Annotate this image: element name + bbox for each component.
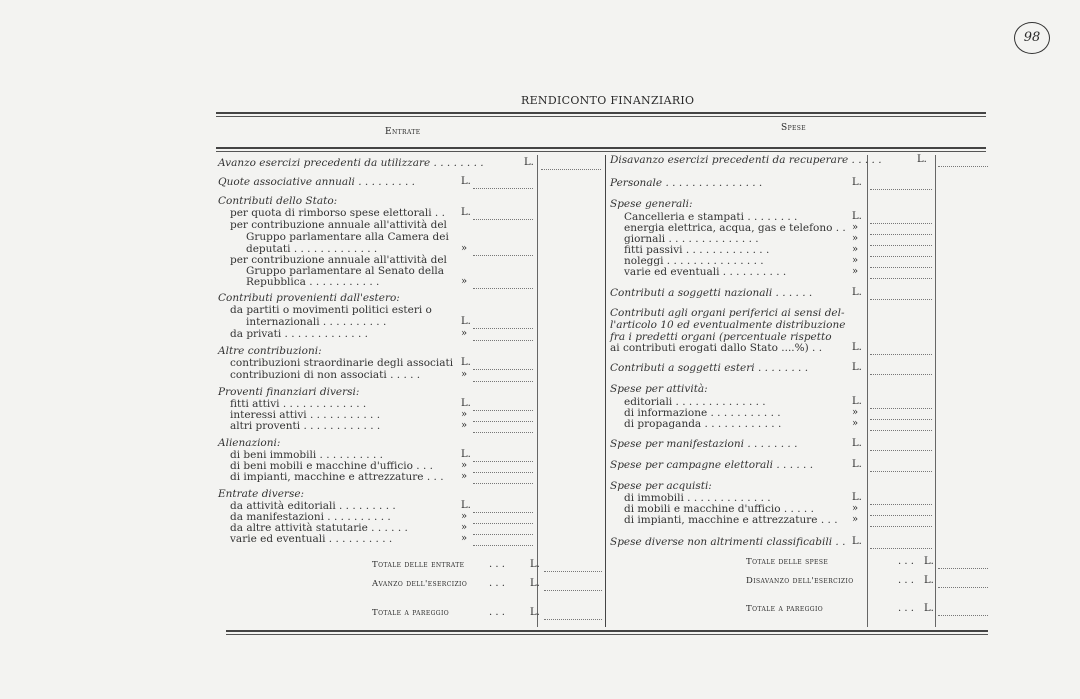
spese-row-label: di informazione . . . . . . . . . . . — [624, 407, 781, 419]
spese-total-field[interactable] — [938, 615, 988, 616]
spese-amount-field[interactable] — [870, 189, 932, 190]
entrate-row-label: per contribuzione annuale all'attività del — [230, 219, 447, 231]
entrate-total-field[interactable] — [544, 571, 602, 572]
spese-amount-field[interactable] — [870, 234, 932, 235]
spese-amount-field[interactable] — [938, 166, 988, 167]
spese-currency-mark: » — [852, 514, 859, 525]
spese-currency-mark: L. — [852, 536, 862, 547]
spese-currency-mark: L. — [852, 342, 862, 353]
entrate-amount-field[interactable] — [473, 421, 533, 422]
spese-row-label: Contributi agli organi periferici ai sensi del- — [610, 307, 845, 319]
spese-amount-field[interactable] — [870, 526, 932, 527]
spese-currency-mark: » — [852, 244, 859, 255]
spese-currency-mark: L. — [852, 287, 862, 298]
entrate-amount-field[interactable] — [473, 255, 533, 256]
entrate-currency-mark: L. — [461, 176, 471, 187]
entrate-row-label: da altre attività statutarie . . . . . . — [230, 522, 408, 534]
entrate-total-currency: L. — [530, 559, 540, 570]
spese-row-label: di impianti, macchine e attrezzature . . . — [624, 514, 838, 526]
spese-row-label: energia elettrica, acqua, gas e telefono . . — [624, 222, 846, 234]
top-rule — [216, 112, 986, 114]
entrate-row-label: Gruppo parlamentare al Senato della — [246, 265, 445, 277]
spese-currency-mark: L. — [852, 177, 862, 188]
spese-currency-mark: » — [852, 266, 859, 277]
spese-row-label: Personale . . . . . . . . . . . . . . . — [610, 177, 763, 189]
entrate-total-label: Totale a pareggio — [372, 608, 450, 618]
spese-currency-mark: L. — [852, 438, 862, 449]
spese-total-label: Totale delle spese — [746, 557, 829, 567]
entrate-amount-field[interactable] — [473, 410, 533, 411]
entrate-row-label: Repubblica . . . . . . . . . . . — [246, 276, 380, 288]
entrate-amount-field[interactable] — [473, 512, 533, 513]
spese-total-leader: . . . — [898, 603, 914, 614]
entrate-row-label: Contributi dello Stato: — [218, 195, 338, 207]
spese-currency-mark: » — [852, 418, 859, 429]
entrate-total-leader: . . . — [489, 578, 505, 589]
spese-row-label: Contributi a soggetti nazionali . . . . . . — [610, 287, 813, 299]
spese-row-label: di propaganda . . . . . . . . . . . . — [624, 418, 782, 430]
spese-row-label: giornali . . . . . . . . . . . . . . — [624, 233, 759, 245]
entrate-total-leader: . . . — [489, 559, 505, 570]
entrate-currency-mark: L. — [461, 207, 471, 218]
spese-amount-field[interactable] — [870, 299, 932, 300]
entrate-total-field[interactable] — [544, 590, 602, 591]
spese-total-leader: . . . — [898, 556, 914, 567]
entrate-total-currency: L. — [530, 607, 540, 618]
entrate-amount-field[interactable] — [473, 461, 533, 462]
entrate-total-label: Totale delle entrate — [372, 560, 465, 570]
entrate-row-label: Avanzo esercizi precedenti da utilizzare . . . . . . . . — [218, 157, 484, 169]
spese-row-label: di mobili e macchine d'ufficio . . . . . — [624, 503, 814, 515]
spese-row-label: fra i predetti organi (percentuale rispetto — [610, 331, 832, 343]
entrate-amount-field[interactable] — [473, 472, 533, 473]
spese-currency-mark: L. — [852, 396, 862, 407]
page-number-stamp: 98 — [1014, 22, 1050, 54]
entrate-row-label: per contribuzione annuale all'attività del — [230, 254, 447, 266]
spese-inner-rule — [867, 155, 868, 627]
entrate-row-label: di impianti, macchine e attrezzature . . . — [230, 471, 444, 483]
top-rule-thin — [216, 116, 986, 117]
spese-currency-mark: L. — [852, 459, 862, 470]
entrate-total-label: Avanzo dell'esercizio — [372, 579, 468, 589]
spese-row-label: di immobili . . . . . . . . . . . . . — [624, 492, 771, 504]
spese-row-label: Spese generali: — [610, 198, 693, 210]
entrate-amount-rule — [537, 155, 538, 627]
entrate-row-label: da privati . . . . . . . . . . . . . — [230, 328, 368, 340]
spese-currency-mark: L. — [917, 154, 927, 165]
entrate-row-label: interessi attivi . . . . . . . . . . . — [230, 409, 381, 421]
entrate-row-label: Altre contribuzioni: — [218, 345, 322, 357]
entrate-row-label: da manifestazioni . . . . . . . . . . — [230, 511, 391, 523]
entrate-currency-mark: L. — [524, 157, 534, 168]
spese-amount-field[interactable] — [870, 515, 932, 516]
entrate-currency-mark: » — [461, 533, 468, 544]
entrate-amount-field[interactable] — [473, 288, 533, 289]
entrate-amount-field[interactable] — [473, 328, 533, 329]
entrate-row-label: da partiti o movimenti politici esteri o — [230, 304, 432, 316]
spese-amount-field[interactable] — [870, 419, 932, 420]
spese-row-label: fitti passivi . . . . . . . . . . . . . — [624, 244, 770, 256]
spese-row-label: Spese per attività: — [610, 383, 708, 395]
spese-currency-mark: » — [852, 255, 859, 266]
entrate-row-label: di beni immobili . . . . . . . . . . — [230, 449, 383, 461]
entrate-currency-mark: » — [461, 522, 468, 533]
entrate-row-label: per quota di rimborso spese elettorali . . — [230, 207, 445, 219]
entrate-currency-mark: L. — [461, 449, 471, 460]
entrate-currency-mark: L. — [461, 357, 471, 368]
bottom-rule — [226, 630, 988, 632]
entrate-currency-mark: » — [461, 243, 468, 254]
spese-amount-field[interactable] — [870, 408, 932, 409]
spese-total-field[interactable] — [938, 587, 988, 588]
entrate-row-label: Alienazioni: — [218, 437, 281, 449]
spese-row-label: Spese diverse non altrimenti classificabili . . — [610, 536, 846, 548]
spese-row-label: Cancelleria e stampati . . . . . . . . — [624, 211, 798, 223]
spese-amount-field[interactable] — [870, 245, 932, 246]
entrate-row-label: deputati . . . . . . . . . . . . . — [246, 243, 378, 255]
spese-amount-field[interactable] — [870, 223, 932, 224]
spese-amount-field[interactable] — [870, 374, 932, 375]
entrate-row-label: Contributi provenienti dall'estero: — [218, 292, 400, 304]
spese-total-currency: L. — [924, 556, 934, 567]
entrate-amount-field[interactable] — [473, 483, 533, 484]
spese-row-label: varie ed eventuali . . . . . . . . . . — [624, 266, 787, 278]
spese-amount-field[interactable] — [870, 430, 932, 431]
entrate-row-label: Quote associative annuali . . . . . . . . . — [218, 176, 415, 188]
spese-total-currency: L. — [924, 603, 934, 614]
spese-row-label: Spese per acquisti: — [610, 480, 712, 492]
center-rule — [605, 155, 606, 627]
entrate-currency-mark: L. — [461, 398, 471, 409]
page-title: RENDICONTO FINANZIARIO — [521, 94, 695, 107]
spese-total-leader: . . . — [898, 575, 914, 586]
entrate-currency-mark: » — [461, 420, 468, 431]
spese-currency-mark: L. — [852, 362, 862, 373]
entrate-row-label: fitti attivi . . . . . . . . . . . . . — [230, 398, 367, 410]
entrate-row-label: Gruppo parlamentare alla Camera dei — [246, 231, 449, 243]
entrate-currency-mark: » — [461, 276, 468, 287]
spese-row-label: editoriali . . . . . . . . . . . . . . — [624, 396, 766, 408]
spese-total-field[interactable] — [938, 568, 988, 569]
spese-row-label: Spese per manifestazioni . . . . . . . . — [610, 438, 798, 450]
entrate-row-label: da attività editoriali . . . . . . . . . — [230, 500, 396, 512]
entrate-row-label: Proventi finanziari diversi: — [218, 386, 360, 398]
spese-amount-field[interactable] — [870, 267, 932, 268]
entrate-row-label: internazionali . . . . . . . . . . — [246, 316, 387, 328]
spese-row-label: Contributi a soggetti esteri . . . . . . . . — [610, 362, 809, 374]
header-rule — [216, 147, 986, 149]
entrate-header: Entrate — [385, 127, 421, 137]
entrate-amount-field[interactable] — [541, 169, 601, 170]
bottom-rule-thin — [226, 634, 988, 635]
entrate-currency-mark: » — [461, 328, 468, 339]
spese-amount-field[interactable] — [870, 471, 932, 472]
spese-row-label: noleggi . . . . . . . . . . . . . . . — [624, 255, 764, 267]
spese-row-label: l'articolo 10 ed eventualmente distribuzione — [610, 319, 846, 331]
spese-header: Spese — [781, 123, 807, 133]
spese-amount-field[interactable] — [870, 548, 932, 549]
header-rule-thin — [216, 151, 986, 152]
entrate-amount-field[interactable] — [473, 381, 533, 382]
entrate-amount-field[interactable] — [473, 534, 533, 535]
spese-currency-mark: » — [852, 233, 859, 244]
entrate-amount-field[interactable] — [473, 369, 533, 370]
entrate-amount-field[interactable] — [473, 432, 533, 433]
entrate-amount-field[interactable] — [473, 523, 533, 524]
spese-amount-field[interactable] — [870, 354, 932, 355]
spese-currency-mark: » — [852, 503, 859, 514]
entrate-currency-mark: » — [461, 369, 468, 380]
spese-amount-field[interactable] — [870, 450, 932, 451]
entrate-total-leader: . . . — [489, 607, 505, 618]
spese-currency-mark: » — [852, 222, 859, 233]
entrate-total-field[interactable] — [544, 619, 602, 620]
spese-currency-mark: L. — [852, 492, 862, 503]
spese-currency-mark: » — [852, 407, 859, 418]
spese-amount-field[interactable] — [870, 256, 932, 257]
spese-amount-field[interactable] — [870, 504, 932, 505]
entrate-row-label: di beni mobili e macchine d'ufficio . . . — [230, 460, 433, 472]
entrate-total-currency: L. — [530, 578, 540, 589]
spese-currency-mark: L. — [852, 211, 862, 222]
spese-amount-field[interactable] — [870, 278, 932, 279]
entrate-amount-field[interactable] — [473, 340, 533, 341]
entrate-row-label: varie ed eventuali . . . . . . . . . . — [230, 533, 393, 545]
spese-row-label: Spese per campagne elettorali . . . . . . — [610, 459, 814, 471]
spese-total-label: Totale a pareggio — [746, 604, 824, 614]
entrate-currency-mark: » — [461, 471, 468, 482]
spese-row-label: Disavanzo esercizi precedenti da recuperare . . . . . — [610, 154, 882, 166]
entrate-currency-mark: » — [461, 511, 468, 522]
entrate-currency-mark: » — [461, 460, 468, 471]
entrate-amount-field[interactable] — [473, 219, 533, 220]
entrate-row-label: altri proventi . . . . . . . . . . . . — [230, 420, 381, 432]
spese-amount-rule — [935, 155, 936, 627]
entrate-currency-mark: L. — [461, 316, 471, 327]
entrate-currency-mark: L. — [461, 500, 471, 511]
spese-total-currency: L. — [924, 575, 934, 586]
spese-row-label: ai contributi erogati dallo Stato ....%) . . — [610, 342, 823, 354]
entrate-currency-mark: » — [461, 409, 468, 420]
entrate-row-label: contribuzioni straordinarie degli associati — [230, 357, 454, 369]
spese-total-label: Disavanzo dell'esercizio — [746, 576, 854, 586]
entrate-row-label: contribuzioni di non associati . . . . . — [230, 369, 421, 381]
entrate-amount-field[interactable] — [473, 188, 533, 189]
entrate-amount-field[interactable] — [473, 545, 533, 546]
entrate-row-label: Entrate diverse: — [218, 488, 305, 500]
